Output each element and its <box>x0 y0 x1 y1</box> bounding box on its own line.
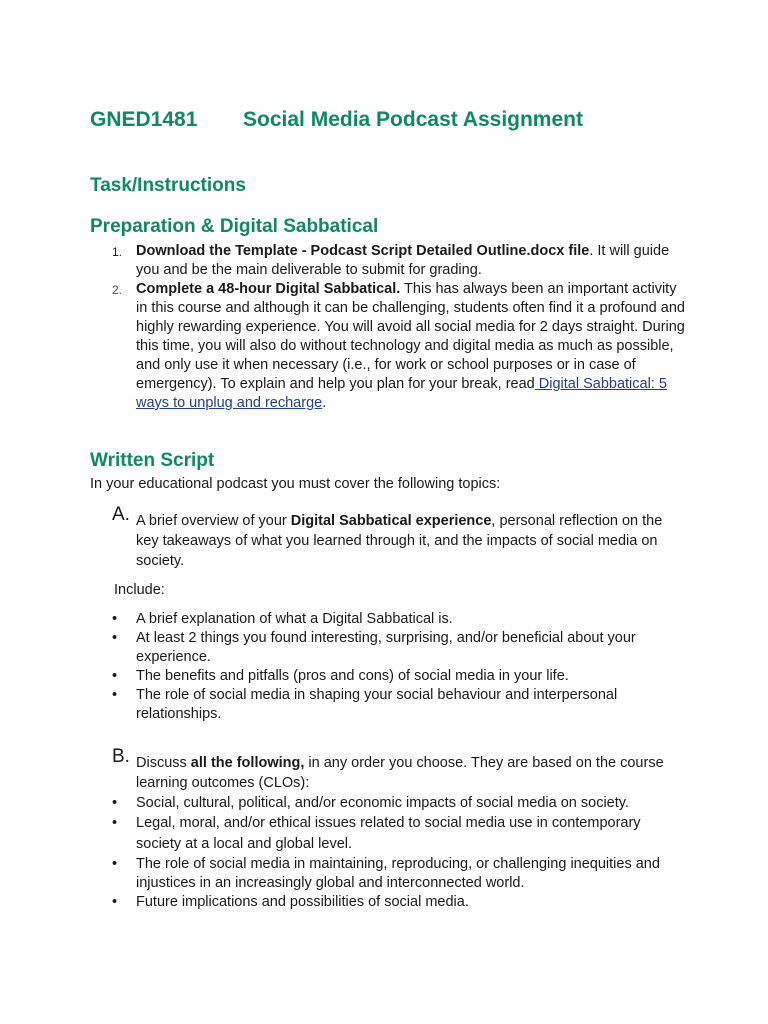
topic-bold-text: all the following, <box>190 755 305 771</box>
topic-b <box>90 746 680 793</box>
list-item-text: At least 2 things you found interesting, surprising, and/or beneficial about your experience. <box>136 630 636 665</box>
list-item-text: A brief explanation of what a Digital Sabbatical is. <box>136 611 453 627</box>
document-title <box>90 108 583 132</box>
bullet: • <box>112 611 118 627</box>
topic-a <box>90 504 680 571</box>
item-after-text: . <box>322 395 327 411</box>
item-text: This has always been an important activity in this course and although it can be challenging, students often find it a profound and highly rewarding experience. You will avoid all social media for 2 days straight. During this time, you will also do without technology and digital media as much as possible, and only use it when necessary (i.e., for work or school purposes or in case of emergency). To explain and help you plan for your break, read <box>136 281 685 392</box>
assignment-name: Social Media Podcast Assignment <box>243 108 583 131</box>
preparation-list <box>90 242 690 413</box>
topic-text: A brief overview of your <box>136 513 291 529</box>
topic-text: , personal reflection on the key takeaways of what you learned through it, and the impacts of social media on society. <box>136 513 663 569</box>
task-heading: Task/Instructions <box>90 175 246 196</box>
bullet: • <box>112 630 118 646</box>
list-number: 1. <box>112 245 123 259</box>
list-item <box>90 893 680 912</box>
bullet: • <box>112 856 118 872</box>
bullet: • <box>112 795 118 811</box>
item-bold-text: Download the Template - Podcast Script Detailed Outline.docx file <box>136 243 590 259</box>
written-script-heading: Written Script <box>90 450 215 471</box>
preparation-item-1 <box>90 242 690 280</box>
list-item <box>90 610 680 629</box>
list-number: 2. <box>112 283 123 297</box>
include-label: Include: <box>114 582 165 598</box>
list-item <box>90 629 680 667</box>
include-list <box>90 610 680 724</box>
preparation-heading: Preparation & Digital Sabbatical <box>90 216 379 237</box>
bullet: • <box>112 894 118 910</box>
list-item <box>90 794 680 813</box>
topic-bold-text: Digital Sabbatical experience <box>290 513 492 529</box>
list-item <box>90 855 680 893</box>
item-bold-text: Complete a 48-hour Digital Sabbatical. <box>136 281 401 297</box>
clo-list <box>90 794 680 912</box>
list-item-text: The benefits and pitfalls (pros and cons) of social media in your life. <box>136 668 569 684</box>
list-item-text: Future implications and possibilities of social media. <box>136 894 469 910</box>
bullet: • <box>112 687 118 703</box>
topic-letter: A. <box>112 504 130 525</box>
list-item-text: Social, cultural, political, and/or economic impacts of social media on society. <box>136 795 629 811</box>
topic-text: Discuss <box>136 755 191 771</box>
written-script-intro: In your educational podcast you must cover the following topics: <box>90 476 501 492</box>
preparation-item-2 <box>90 280 690 413</box>
list-item <box>90 686 680 724</box>
list-item <box>90 813 680 855</box>
topic-text: in any order you choose. They are based on the course learning outcomes (CLOs): <box>136 755 664 791</box>
course-code: GNED1481 <box>90 108 198 131</box>
bullet: • <box>112 815 118 831</box>
topic-letter: B. <box>112 746 130 767</box>
digital-sabbatical-link[interactable]: Digital Sabbatical: 5 ways to unplug and recharge <box>136 376 667 411</box>
list-item-text: Legal, moral, and/or ethical issues related to social media use in contemporary society at a local and global level. <box>136 815 641 852</box>
list-item <box>90 667 680 686</box>
list-item-text: The role of social media in shaping your social behaviour and interpersonal relationships. <box>136 687 618 722</box>
item-text: . It will guide you and be the main deliverable to submit for grading. <box>136 243 670 278</box>
list-item-text: The role of social media in maintaining, reproducing, or challenging inequities and injustices in an increasingly global and interconnected world. <box>136 856 660 891</box>
bullet: • <box>112 668 118 684</box>
